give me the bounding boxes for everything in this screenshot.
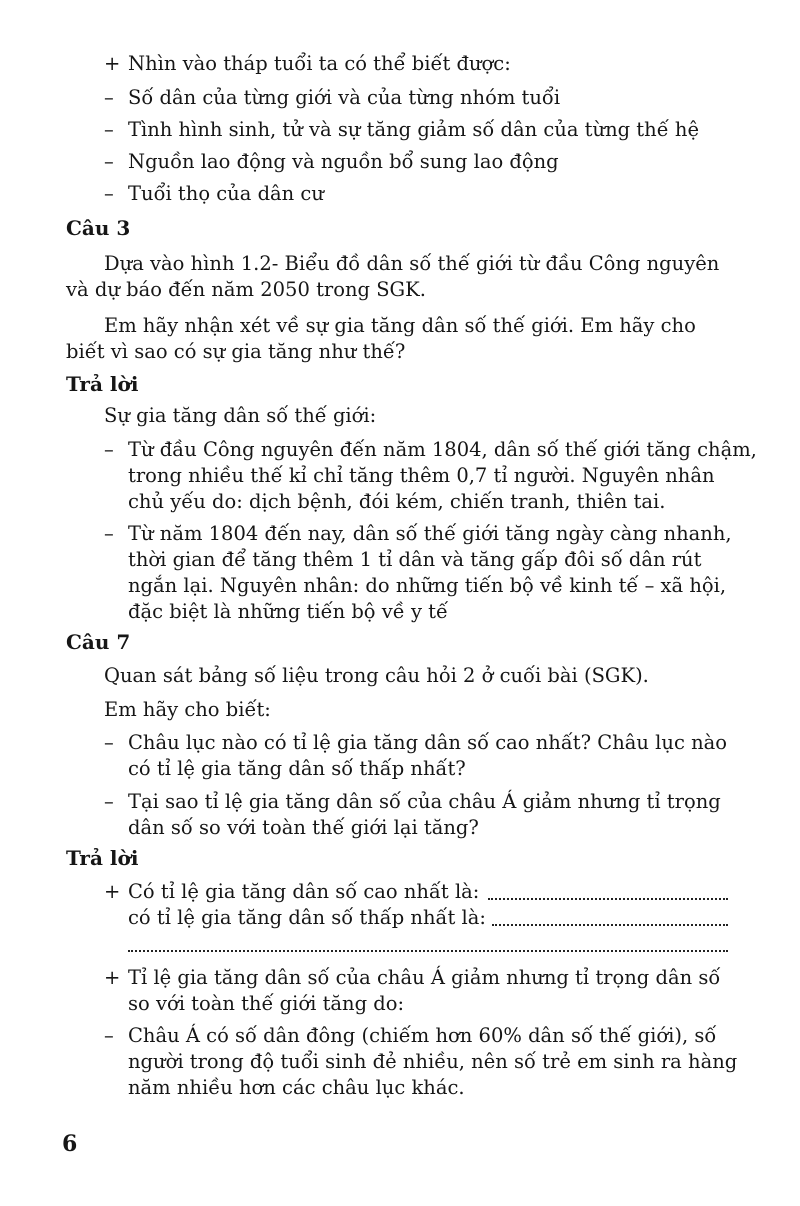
intro-item: Nguồn lao động và nguồn bổ sung lao động [128,150,559,173]
answer-line: Châu Á có số dân đông (chiếm hơn 60% dân số thế giới), số [128,1024,717,1047]
question-heading: Câu 3 [66,216,131,240]
dash-bullet: – [104,731,114,754]
answer-line: có tỉ lệ gia tăng dân số thấp nhất là: [128,906,486,929]
question-heading: Câu 7 [66,630,131,654]
intro-item: Tình hình sinh, tử và sự tăng giảm số dân của từng thế hệ [128,118,699,141]
bullet-line: có tỉ lệ gia tăng dân số thấp nhất? [128,757,466,780]
intro-item: Số dân của từng giới và của từng nhóm tuổi [128,86,561,109]
answer-line: năm nhiều hơn các châu lục khác. [128,1076,465,1099]
bullet-line: trong nhiều thế kỉ chỉ tăng thêm 0,7 tỉ người. Nguyên nhân [128,464,715,487]
fill-in-blank [492,924,728,926]
bullet-line: Tại sao tỉ lệ gia tăng dân số của châu Á giảm nhưng tỉ trọng [128,790,721,813]
dash-bullet: – [104,86,114,109]
bullet-line: thời gian để tăng thêm 1 tỉ dân và tăng gấp đôi số dân rút [128,548,702,571]
answer-line: người trong độ tuổi sinh đẻ nhiều, nên số trẻ em sinh ra hàng [128,1050,738,1073]
paragraph-line: Em hãy cho biết: [104,698,271,721]
answer-heading: Trả lời [66,846,139,870]
fill-in-blank [488,898,728,900]
dash-bullet: – [104,438,114,461]
answer-heading: Trả lời [66,372,139,396]
answer-line: so với toàn thế giới tăng do: [128,992,405,1015]
bullet-line: Từ năm 1804 đến nay, dân số thế giới tăng ngày càng nhanh, [128,522,732,545]
paragraph-line: Quan sát bảng số liệu trong câu hỏi 2 ở cuối bài (SGK). [104,664,649,687]
bullet-line: đặc biệt là những tiến bộ về y tế [128,600,449,623]
dash-bullet: – [104,1024,114,1047]
page-number: 6 [62,1131,78,1157]
dash-bullet: – [104,182,114,205]
paragraph-line: Sự gia tăng dân số thế giới: [104,404,377,427]
intro-lead: Nhìn vào tháp tuổi ta có thể biết được: [128,52,511,75]
bullet-line: Từ đầu Công nguyên đến năm 1804, dân số thế giới tăng chậm, [128,438,757,461]
intro-item: Tuổi thọ của dân cư [128,182,324,205]
dash-bullet: – [104,118,114,141]
paragraph-line: Dựa vào hình 1.2- Biểu đồ dân số thế giới từ đầu Công nguyên [104,252,720,275]
dash-bullet: – [104,150,114,173]
dash-bullet: – [104,522,114,545]
bullet-line: chủ yếu do: dịch bệnh, đói kém, chiến tranh, thiên tai. [128,490,666,513]
answer-line: Tỉ lệ gia tăng dân số của châu Á giảm nhưng tỉ trọng dân số [128,966,721,989]
bullet-line: dân số so với toàn thế giới lại tăng? [128,816,479,839]
paragraph-line: và dự báo đến năm 2050 trong SGK. [66,278,426,301]
paragraph-line: biết vì sao có sự gia tăng như thế? [66,340,406,363]
plus-bullet: + [104,52,121,75]
fill-in-blank [128,950,728,952]
bullet-line: ngắn lại. Nguyên nhân: do những tiến bộ về kinh tế – xã hội, [128,574,727,597]
answer-line: Có tỉ lệ gia tăng dân số cao nhất là: [128,880,480,903]
plus-bullet: + [104,966,121,989]
paragraph-line: Em hãy nhận xét về sự gia tăng dân số thế giới. Em hãy cho [104,314,696,337]
dash-bullet: – [104,790,114,813]
plus-bullet: + [104,880,121,903]
bullet-line: Châu lục nào có tỉ lệ gia tăng dân số cao nhất? Châu lục nào [128,731,727,754]
